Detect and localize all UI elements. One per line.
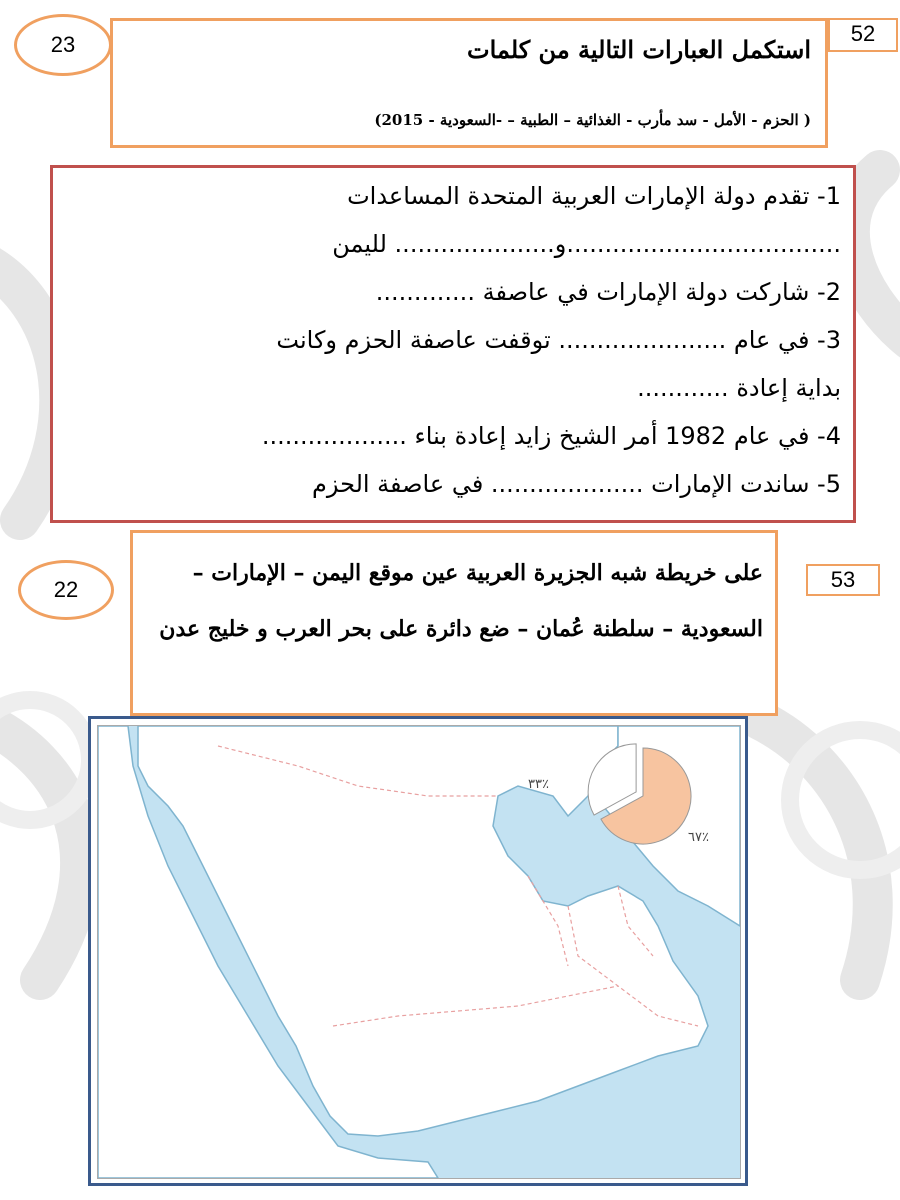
instruction-title: استكمل العبارات التالية من كلمات xyxy=(467,35,811,64)
question-53-number: 53 xyxy=(806,564,880,596)
arabian-peninsula-map[interactable] xyxy=(97,725,741,1179)
sentence-5: 5- ساندت الإمارات .................... في عاصفة الحزم xyxy=(311,470,841,498)
sentence-1-line-a: 1- تقدم دولة الإمارات العربية المتحدة المساعدات xyxy=(347,182,841,210)
pie-label-33: ٣٣٪ xyxy=(528,777,549,792)
score-oval-bottom: 22 xyxy=(18,560,114,620)
question-52-header xyxy=(110,18,828,148)
pie-label-67: ٦٧٪ xyxy=(688,830,709,845)
map-instruction-panel xyxy=(130,530,778,716)
score-oval-top: 23 xyxy=(14,14,112,76)
map-frame xyxy=(88,716,748,1186)
fill-in-blanks-panel xyxy=(50,165,856,523)
sentence-1-line-b: ....................................و..................... لليمن xyxy=(332,230,841,258)
sentence-2: 2- شاركت دولة الإمارات في عاصفة ............. xyxy=(375,278,841,306)
map-instruction-text: على خريطة شبه الجزيرة العربية عين موقع اليمن – الإمارات – السعودية – سلطنة عُمان – ضع دائرة على بحر العرب و خليج عدن xyxy=(159,560,763,642)
sentence-3-line-b: بداية إعادة ............ xyxy=(637,374,841,402)
question-52-number: 52 xyxy=(828,18,898,52)
word-bank: ( الحزم - الأمل - سد مأرب - الغذائية – الطبية – -السعودية - 2015) xyxy=(374,111,811,129)
sentence-4: 4- في عام 1982 أمر الشيخ زايد إعادة بناء ................... xyxy=(261,422,841,450)
sentence-3-line-a: 3- في عام ...................... توقفت عاصفة الحزم وكانت xyxy=(276,326,841,354)
